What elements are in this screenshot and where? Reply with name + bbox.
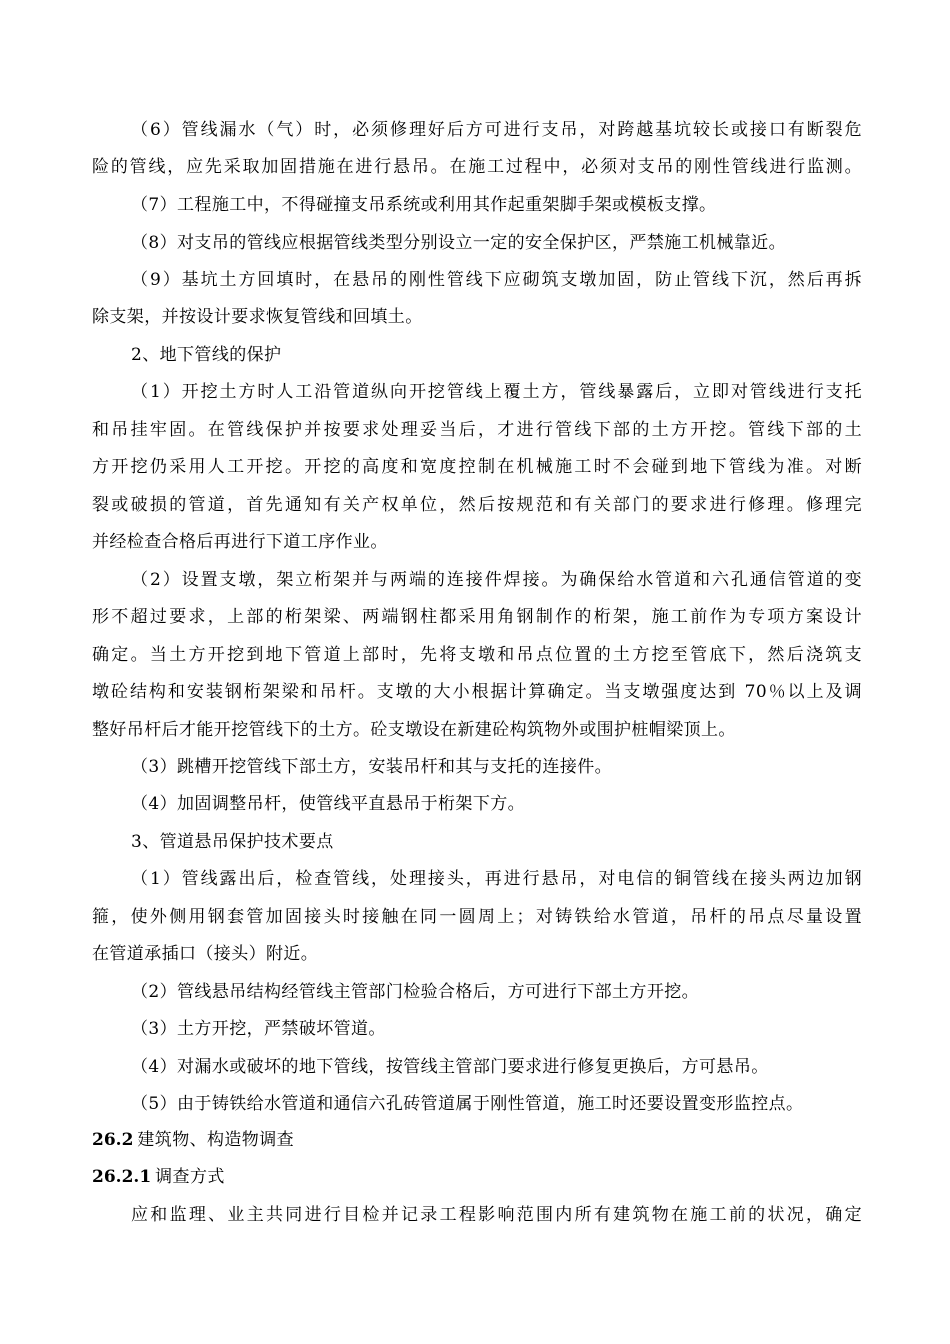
paragraph-line: （7）工程施工中，不得碰撞支吊系统或利用其作起重架脚手架或模板支撑。 [131, 195, 717, 215]
paragraph-line: 确定。当土方开挖到地下管道上部时，先将支墩和吊点位置的土方挖至管底下，然后浇筑支 [92, 645, 862, 665]
paragraph-line: （1）开挖土方时人工沿管道纵向开挖管线上覆土方，管线暴露后，立即对管线进行支托 [131, 382, 862, 402]
paragraph-line: 在管道承插口（接头）附近。 [92, 944, 319, 964]
paragraph-line: （3）跳槽开挖管线下部土方，安装吊杆和其与支托的连接件。 [131, 757, 613, 777]
section-title: 调查方式 [155, 1167, 225, 1187]
paragraph-line: （9）基坑土方回填时，在悬吊的刚性管线下应砌筑支墩加固，防止管线下沉，然后再拆 [131, 270, 862, 290]
paragraph-line: （3）土方开挖，严禁破坏管道。 [131, 1019, 386, 1039]
section-heading-26-2-1 [92, 1165, 862, 1189]
paragraph-line: 箍，使外侧用钢套管加固接头时接触在同一圆周上；对铸铁给水管道，吊杆的吊点尽量设置 [92, 907, 862, 927]
paragraph-line: （5）由于铸铁给水管道和通信六孔砖管道属于刚性管道，施工时还要设置变形监控点。 [131, 1094, 804, 1114]
section-number: 26.2 [92, 1130, 134, 1150]
paragraph-line: （4）对漏水或破坏的地下管线，按管线主管部门要求进行修复更换后，方可悬吊。 [131, 1057, 769, 1077]
paragraph-line: 险的管线，应先采取加固措施在进行悬吊。在施工过程中，必须对支吊的刚性管线进行监测。 [92, 157, 862, 177]
section-number: 26.2.1 [92, 1167, 152, 1187]
paragraph-line: 整好吊杆后才能开挖管线下的土方。砼支墩设在新建砼构筑物外或围护桩帽梁顶上。 [92, 720, 736, 740]
paragraph-line: 应和监理、业主共同进行目检并记录工程影响范围内所有建筑物在施工前的状况，确定 [131, 1205, 862, 1225]
paragraph-line: （4）加固调整吊杆，使管线平直悬吊于桁架下方。 [131, 794, 526, 814]
subsection-heading: 3、管道悬吊保护技术要点 [131, 832, 334, 852]
paragraph-line: （2）管线悬吊结构经管线主管部门检验合格后，方可进行下部土方开挖。 [131, 982, 700, 1002]
paragraph-line: （6）管线漏水（气）时，必须修理好后方可进行支吊，对跨越基坑较长或接口有断裂危 [131, 120, 862, 140]
paragraph-line: 除支架，并按设计要求恢复管线和回填土。 [92, 307, 423, 327]
section-heading-26-2 [92, 1128, 862, 1152]
paragraph-line: 方开挖仍采用人工开挖。开挖的高度和宽度控制在机械施工时不会碰到地下管线为准。对断 [92, 457, 862, 477]
paragraph-line: 并经检查合格后再进行下道工序作业。 [92, 532, 388, 552]
paragraph-line: 裂或破损的管道，首先通知有关产权单位，然后按规范和有关部门的要求进行修理。修理完 [92, 495, 862, 515]
paragraph-line: 墩砼结构和安装钢桁架梁和吊杆。支墩的大小根据计算确定。当支墩强度达到 70％以上及调 [92, 682, 862, 702]
paragraph-line: （1）管线露出后，检查管线，处理接头，再进行悬吊，对电信的铜管线在接头两边加钢 [131, 869, 862, 889]
section-title: 建筑物、构造物调查 [137, 1130, 295, 1150]
subsection-heading: 2、地下管线的保护 [131, 345, 282, 365]
paragraph-line: （2）设置支墩，架立桁架并与两端的连接件焊接。为确保给水管道和六孔通信管道的变 [131, 570, 862, 590]
paragraph-line: 和吊挂牢固。在管线保护并按要求处理妥当后，才进行管线下部的土方开挖。管线下部的土 [92, 420, 862, 440]
paragraph-line: 形不超过要求，上部的桁架梁、两端钢柱都采用角钢制作的桁架，施工前作为专项方案设计 [92, 607, 862, 627]
paragraph-line: （8）对支吊的管线应根据管线类型分别设立一定的安全保护区，严禁施工机械靠近。 [131, 233, 787, 253]
